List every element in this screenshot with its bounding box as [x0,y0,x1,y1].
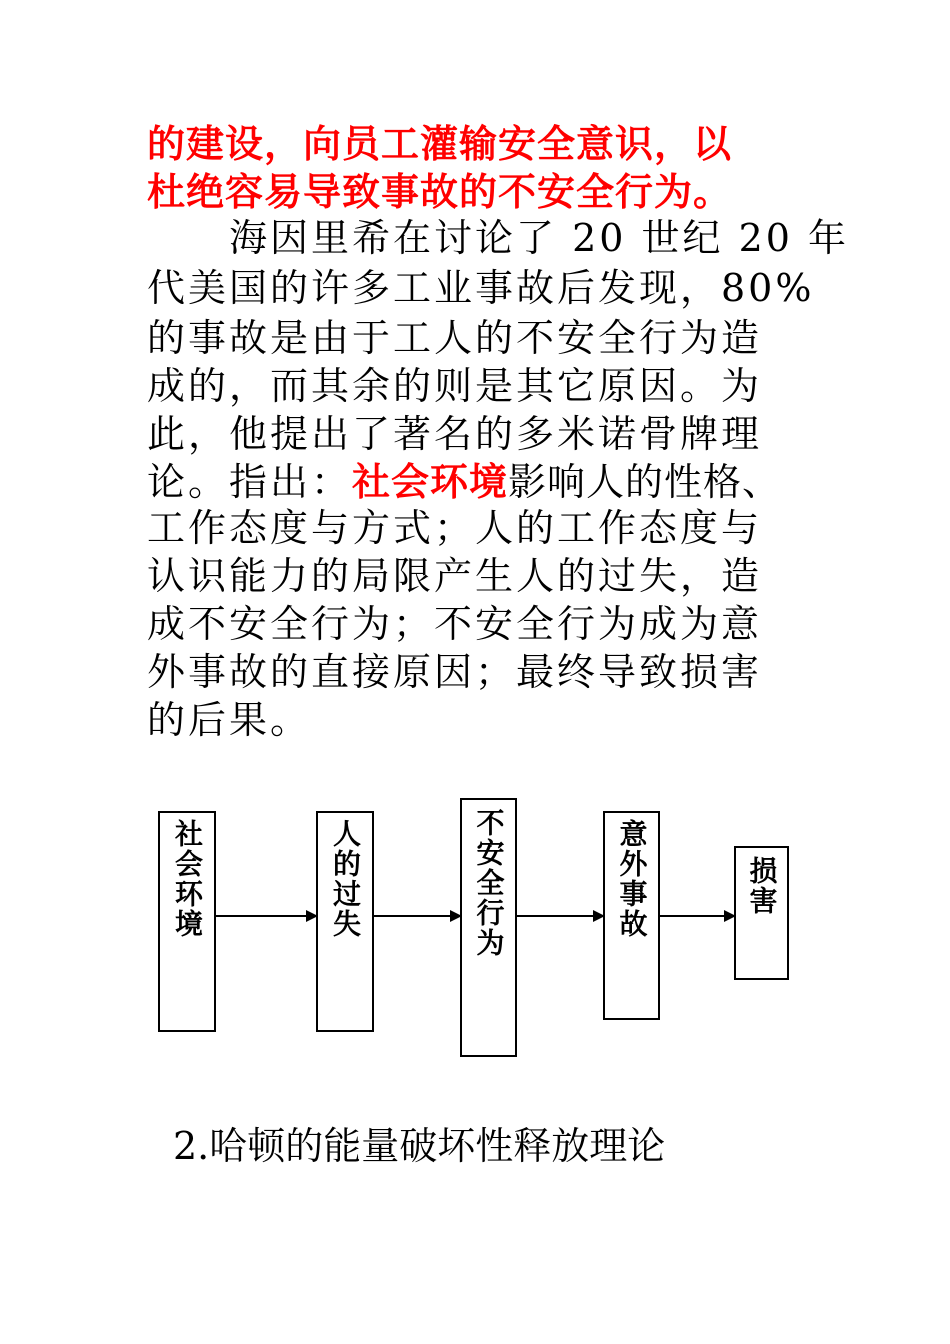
box-human-error [316,811,374,1032]
box-social-environment [158,811,216,1032]
highlight-social-environment: 社会环境 [352,459,509,504]
box-label: 意外事故 [615,819,649,939]
paragraph-line: 此，他提出了著名的多米诺骨牌理 [147,412,763,456]
paragraph-line: 成不安全行为；不安全行为成为意 [147,602,763,646]
box-unsafe-behavior [460,798,517,1057]
section-heading: 2.哈顿的能量破坏性释放理论 [173,1124,666,1168]
red-intro-line-2: 杜绝容易导致事故的不安全行为。 [147,169,733,214]
paragraph-line: 海因里希在讨论了 20 世纪 20 年 [147,216,850,260]
arrow-1 [216,915,316,917]
paragraph-line [147,460,781,504]
box-label: 损害 [745,856,779,916]
arrow-4 [660,915,734,917]
box-damage [734,846,789,980]
paragraph-line: 成的，而其余的则是其它原因。为 [147,364,763,408]
paragraph-line: 认识能力的局限产生人的过失，造 [147,554,763,598]
arrow-3 [517,915,603,917]
arrow-2 [374,915,460,917]
paragraph-text: 影响人的性格、 [508,460,782,504]
box-label: 人的过失 [329,819,362,939]
paragraph-line: 工作态度与方式；人的工作态度与 [147,506,763,550]
box-label: 社会环境 [171,819,204,939]
box-label: 不安全行为 [472,808,506,958]
paragraph-line: 的事故是由于工人的不安全行为造 [147,316,763,360]
box-accident [603,811,660,1020]
paragraph-text: 论。指出： [147,460,353,504]
paragraph-line: 的后果。 [147,698,312,742]
paragraph-line: 外事故的直接原因；最终导致损害 [147,650,763,694]
red-intro-line-1: 的建设，向员工灌输安全意识，以 [147,121,733,166]
paragraph-line: 代美国的许多工业事故后发现，80% [147,266,815,310]
